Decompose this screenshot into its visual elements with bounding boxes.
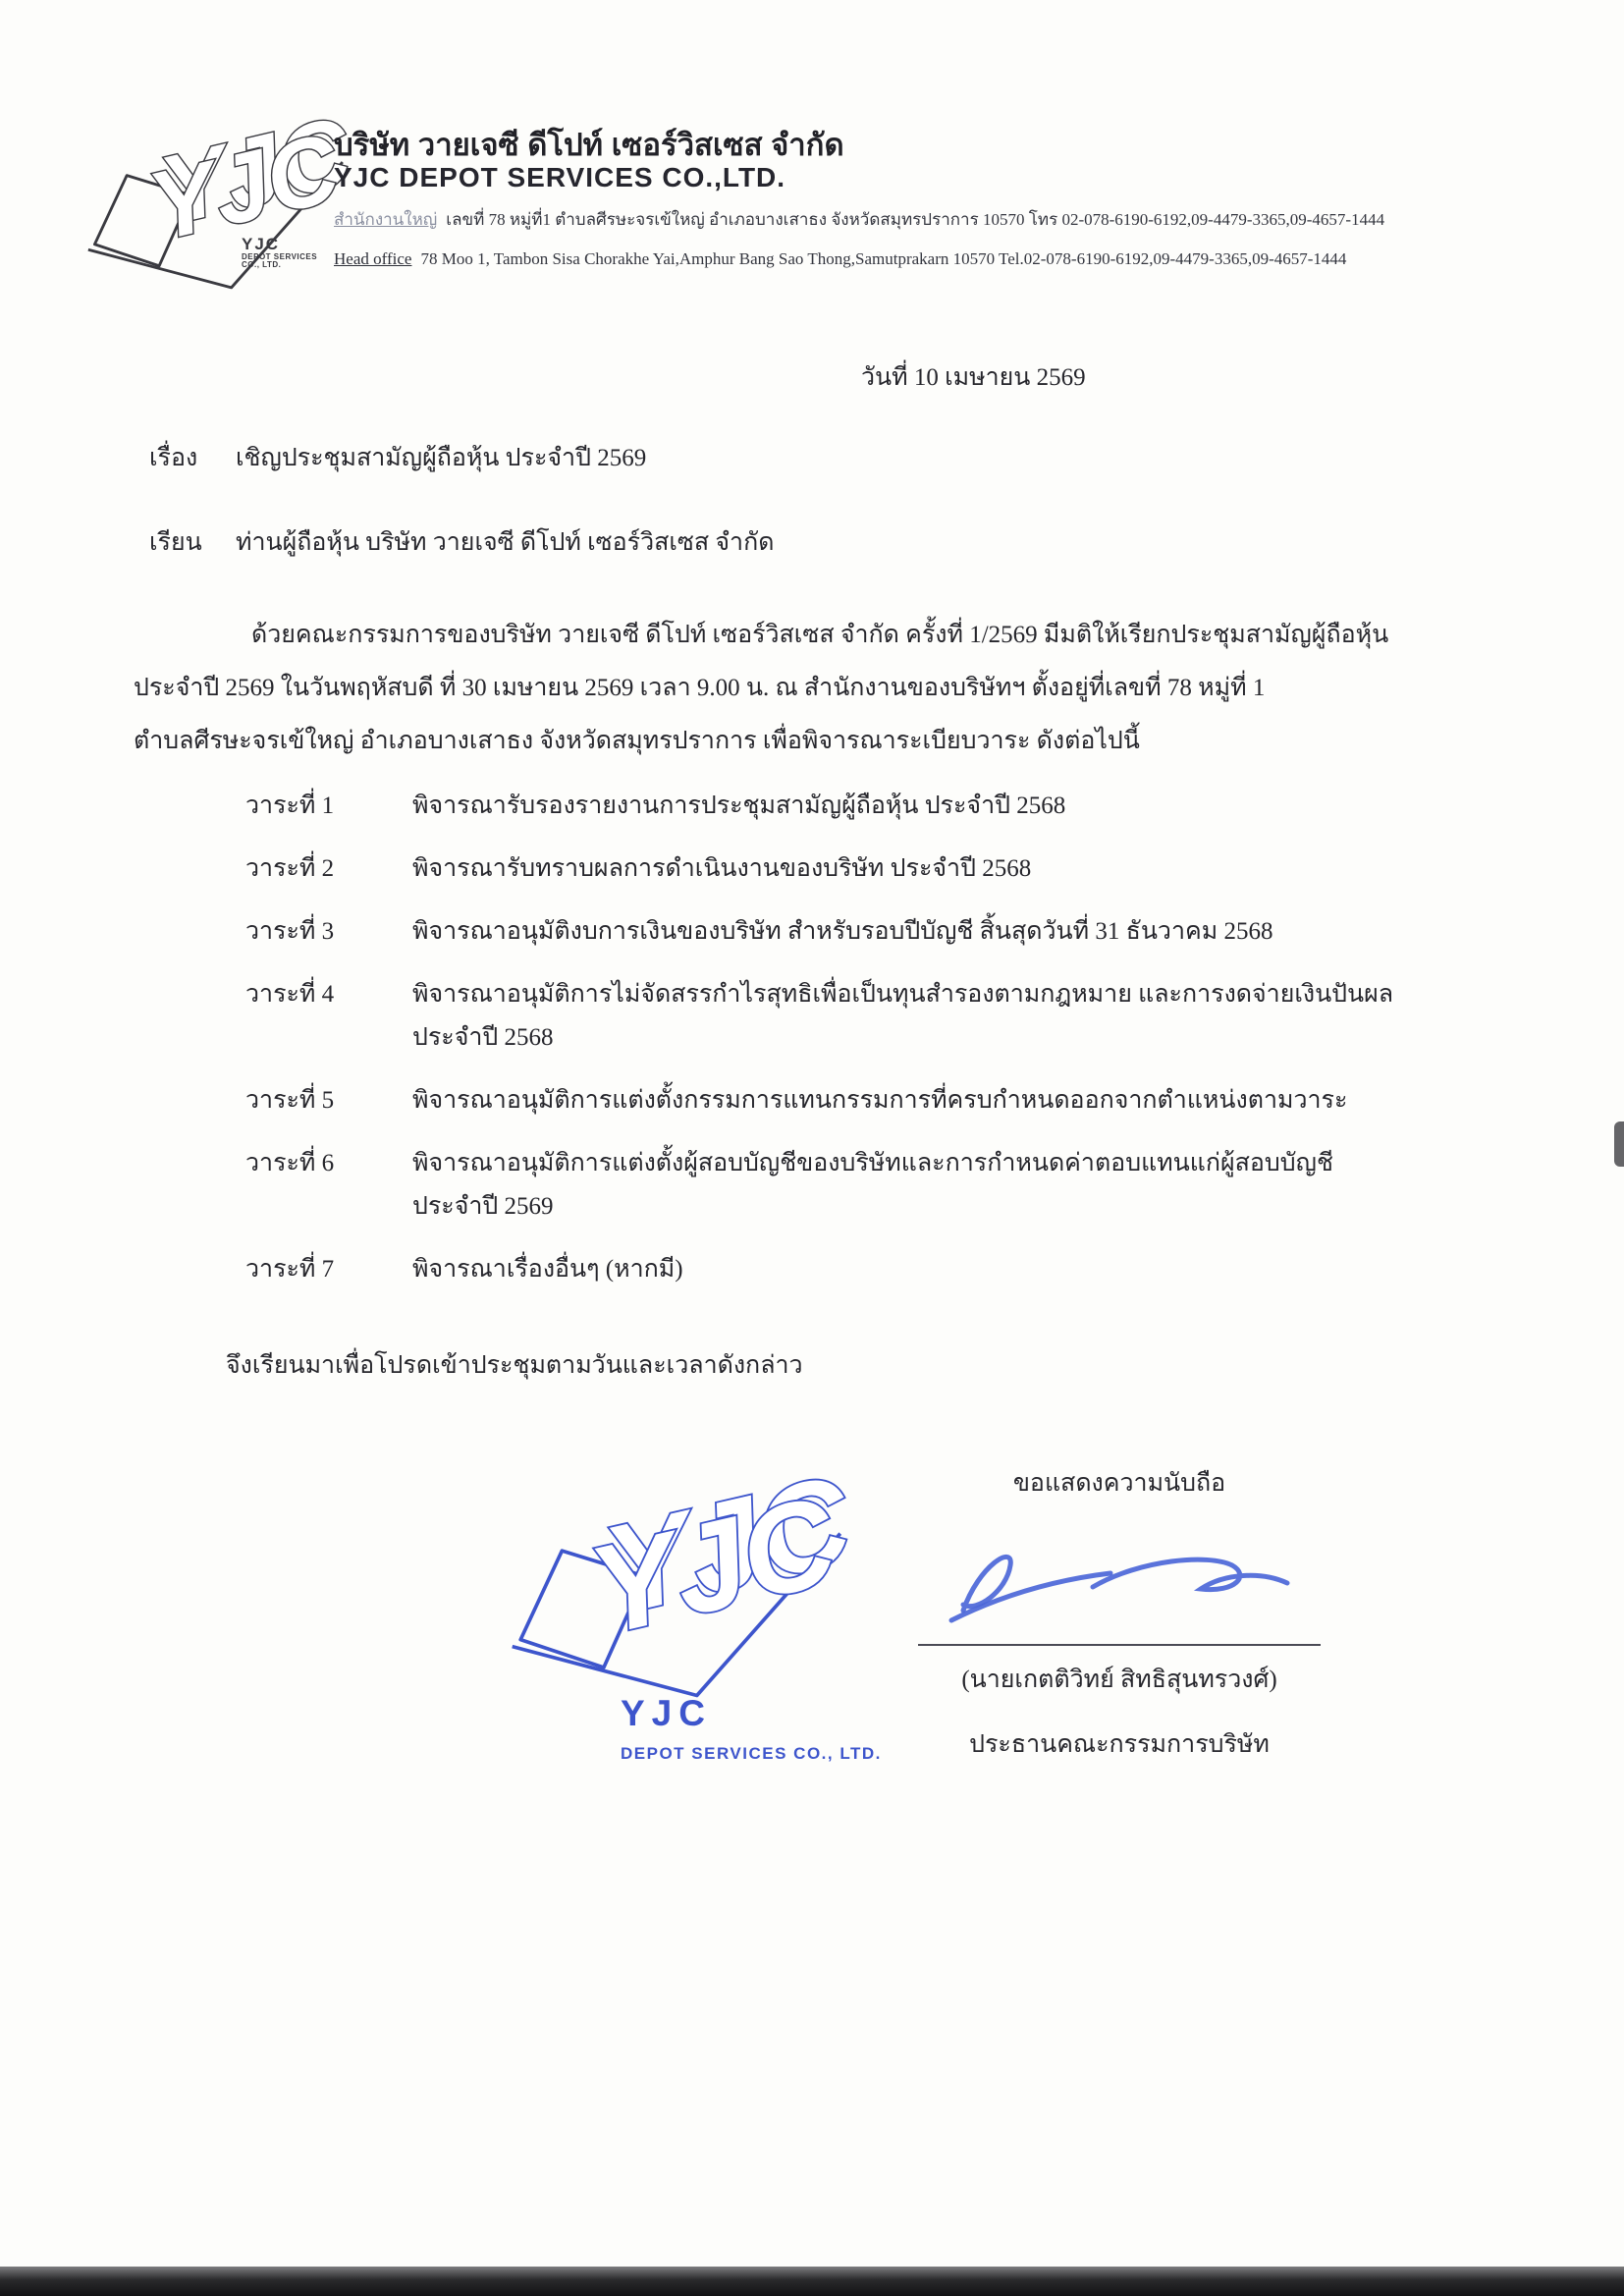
agenda-item-2-text — [412, 852, 1483, 886]
agenda-item-2-number: วาระที่ 2 — [245, 855, 335, 882]
body-line-2: ประจำปี 2569 ในวันพฤหัสบดี ที่ 30 เมษายน 2569 เวลา 9.00 น. ณ สำนักงานของบริษัทฯ ตั้งอยู่ที่เลขที่ 78 หมู่ที่ 1 — [134, 675, 1266, 701]
agenda-item-3-text — [412, 915, 1483, 949]
signature-block — [884, 1463, 1355, 1764]
logo-caption-line2: DEPOT SERVICES — [242, 251, 318, 261]
company-name-english: YJC DEPOT SERVICES CO.,LTD. — [334, 162, 786, 192]
handwritten-signature — [938, 1532, 1301, 1642]
yjc-logo-stamp-blue — [454, 1461, 895, 1715]
recipient-label: เรียน — [149, 529, 202, 556]
agenda-item-4 — [245, 978, 1483, 1055]
head-office-address-english-text: 78 Moo 1, Tambon Sisa Chorakhe Yai,Amphur Bang Sao Thong,Samutprakarn 10570 Tel.02-078-6190-6192,09-4479-3365,09-4657-1444 — [420, 249, 1347, 268]
agenda-item-6 — [245, 1147, 1483, 1224]
agenda-item-4-line2: ประจำปี 2568 — [412, 1024, 554, 1051]
body-paragraph — [134, 609, 1508, 768]
agenda-item-6-line1: พิจารณาอนุมัติการแต่งตั้งผู้สอบบัญชีของบริษัทและการกำหนดค่าตอบแทนแก่ผู้สอบบัญชี — [412, 1150, 1333, 1176]
company-stamp — [454, 1461, 915, 1795]
agenda-item-2-line1: พิจารณารับทราบผลการดำเนินงานของบริษัท ประจำปี 2568 — [412, 855, 1032, 882]
stamp-caption-yjc: YJC — [621, 1693, 712, 1733]
agenda-item-5 — [245, 1084, 1483, 1118]
agenda-item-4-number: วาระที่ 4 — [245, 981, 335, 1008]
stamp-caption-company: DEPOT SERVICES CO., LTD. — [621, 1744, 882, 1763]
signer-title: ประธานคณะกรรมการบริษัท — [969, 1731, 1270, 1758]
head-office-label-thai: สำนักงานใหญ่ — [334, 210, 438, 229]
head-office-address-thai-text: เลขที่ 78 หมู่ที่1 ตำบลศีรษะจรเข้ใหญ่ อำเภอบางเสาธง จังหวัดสมุทรปราการ 10570 โทร 02-078-6190-6192,09-4479-3365,09-4657-1444 — [446, 210, 1385, 229]
salutation: ขอแสดงความนับถือ — [1012, 1470, 1226, 1497]
letterhead-logo — [67, 106, 361, 302]
agenda-item-5-number: วาระที่ 5 — [245, 1087, 335, 1114]
subject-text: เชิญประชุมสามัญผู้ถือหุ้น ประจำปี 2569 — [236, 445, 647, 471]
agenda-item-4-line1: พิจารณาอนุมัติการไม่จัดสรรกำไรสุทธิเพื่อเป็นทุนสำรองตามกฎหมาย และการงดจ่ายเงินปันผล — [412, 981, 1394, 1008]
agenda-item-2 — [245, 852, 1483, 886]
signature-stroke-3 — [1093, 1559, 1287, 1589]
agenda-item-7-text — [412, 1253, 1483, 1286]
agenda-item-5-line1: พิจารณาอนุมัติการแต่งตั้งกรรมการแทนกรรมการที่ครบกำหนดออกจากตำแหน่งตามวาระ — [412, 1087, 1348, 1114]
date-line: วันที่ 10 เมษายน 2569 — [861, 364, 1086, 391]
agenda-item-1 — [245, 790, 1483, 823]
recipient-text: ท่านผู้ถือหุ้น บริษัท วายเจซี ดีโปท์ เซอร์วิสเซส จำกัด — [236, 529, 775, 556]
logo-caption-line1: YJC — [242, 235, 281, 253]
agenda-item-1-text — [412, 790, 1483, 823]
agenda-item-3-line1: พิจารณาอนุมัติงบการเงินของบริษัท สำหรับรอบปีบัญชี สิ้นสุดวันที่ 31 ธันวาคม 2568 — [412, 918, 1273, 945]
agenda-item-1-number: วาระที่ 1 — [245, 793, 335, 819]
agenda-item-3-number: วาระที่ 3 — [245, 918, 335, 945]
logo-caption-line3: CO., LTD. — [242, 260, 282, 270]
signer-name: (นายเกตติวิทย์ สิทธิสุนทรวงศ์) — [961, 1667, 1277, 1693]
scan-edge-artifact-bottom — [0, 2267, 1624, 2296]
closing-line: จึงเรียนมาเพื่อโปรดเข้าประชุมตามวันและเวลาดังกล่าว — [226, 1352, 803, 1379]
signature-line — [918, 1644, 1321, 1646]
agenda-item-3 — [245, 915, 1483, 949]
agenda-item-1-line1: พิจารณารับรองรายงานการประชุมสามัญผู้ถือหุ้น ประจำปี 2568 — [412, 793, 1066, 819]
agenda-list — [245, 790, 1483, 1316]
signature-stroke-2 — [951, 1573, 1110, 1620]
company-name-thai: บริษัท วายเจซี ดีโปท์ เซอร์วิสเซส จำกัด — [334, 128, 844, 162]
agenda-item-6-text — [412, 1147, 1483, 1224]
head-office-address-english — [334, 249, 1434, 269]
subject-label: เรื่อง — [149, 445, 198, 471]
logo-rotation-group — [67, 106, 361, 302]
stamp-rotation-group — [485, 1461, 880, 1715]
agenda-item-4-text — [412, 978, 1483, 1055]
scan-edge-artifact-right — [1614, 1121, 1624, 1167]
yjc-logo-black — [67, 106, 361, 302]
agenda-item-7-number: วาระที่ 7 — [245, 1256, 335, 1283]
agenda-item-6-line2: ประจำปี 2569 — [412, 1193, 554, 1220]
head-office-address-thai — [334, 206, 1434, 233]
body-line-3: ตำบลศีรษะจรเข้ใหญ่ อำเภอบางเสาธง จังหวัดสมุทรปราการ เพื่อพิจารณาระเบียบวาระ ดังต่อไปนี้ — [134, 728, 1140, 754]
agenda-item-6-number: วาระที่ 6 — [245, 1150, 335, 1176]
body-line-1: ด้วยคณะกรรมการของบริษัท วายเจซี ดีโปท์ เซอร์วิสเซส จำกัด ครั้งที่ 1/2569 มีมติให้เรียกประชุมสามัญผู้ถือหุ้น — [251, 622, 1389, 648]
agenda-item-7-line1: พิจารณาเรื่องอื่นๆ (หากมี) — [412, 1256, 683, 1283]
agenda-item-5-text — [412, 1084, 1483, 1118]
head-office-label-english: Head office — [334, 249, 412, 268]
agenda-item-7 — [245, 1253, 1483, 1286]
